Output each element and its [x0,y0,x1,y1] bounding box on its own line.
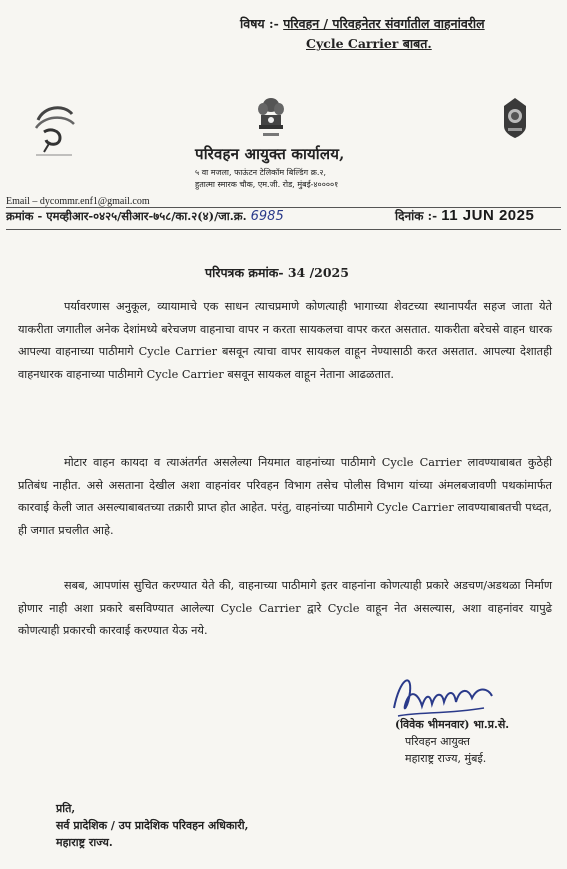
office-address-line2: हुतात्मा स्मारक चौक, एम.जी. रोड, मुंबई-४००००१ [195,180,339,189]
ref-divider [6,229,561,230]
subject-label: विषय :- [240,16,279,31]
national-emblem-icon [254,95,288,141]
recipient-line1: प्रति, [56,802,76,815]
recipient-line3: महाराष्ट्र राज्य. [56,836,113,849]
reference-handwritten-number: 6985 [250,209,284,224]
signatory-designation: परिवहन आयुक्त [405,735,470,748]
paragraph-3: सबब, आपणांस सुचित करण्यात येते की, वाहनाच्या पाठीमागे इतर वाहनांना कोणत्याही प्रकारे अडचण/अडथळा निर्माण होणार नाही अशा प्रकारे बसविण्यात आलेल्या Cycle Carrier द्वारे Cycle वाहून नेत असल्यास, अशा वाहनांवर यापुढे कोणत्याही प्रकारची कारवाई करण्यात येऊ नये. [18,579,552,637]
signatory-name: (विवेक भीमनवार) भा.प्र.से. [395,718,510,731]
police-seal-icon [500,96,530,140]
recipient-block [56,800,248,851]
date-label: दिनांक :- [395,209,438,223]
office-address-line1: ५ वा मजला, फाऊंटन टेलिकॉम बिल्डिंग क्र.२, [195,168,327,177]
paragraph-1: पर्यावरणास अनुकूल, व्यायामाचे एक साधन त्याचप्रमाणे कोणत्याही भागाच्या शेवटच्या स्थानापर्यंत सहज जाता येते याकरीता जगातील अनेक देशांमध्ये बरेचजण वाहनाचा वापर न करता सायकलचा वापर करत असतात. याकरीता बरेचसे वाहन धारक आपल्या वाहनाच्या पाठीमागे Cycle Carrier बसवून त्याचा वापर सायकल वाहून नेण्यासाठी करत असतात. आपल्या देशातही वाहनधारक वाहनाच्या पाठीमागे Cycle Carrier बसवून सायकल वाहून नेताना आढळतात. [18,300,552,381]
paragraph-2: मोटार वाहन कायदा व त्याअंतर्गत असलेल्या नियमात वाहनांच्या पाठीमागे Cycle Carrier लावण्याबाबत कुठेही प्रतिबंध नाहीत. असे असताना देखील अशा वाहनांवर परिवहन विभाग तसेच पोलीस विभाग यांच्या अंमलबजावणी पथकांमार्फत कारवाई केली जात असल्याबाबतच्या तक्रारी प्राप्त होत आहेत. परंतु, वाहनांच्या पाठीमागे Cycle Carrier लावण्याबाबतची पध्दत, ही जगात प्रचलीत आहे. [18,456,552,537]
subject-line2: Cycle Carrier बाबत. [306,36,432,51]
reference-prefix: क्रमांक - एमव्हीआर-०४२५/सीआर-७५८/का.२(४)/जा.क्र. [6,209,247,223]
email-line: Email – dycommr.enf1@gmail.com [6,196,150,207]
office-header [195,144,515,191]
office-name: परिवहन आयुक्त कार्यालय, [195,145,345,163]
circular-number: परिपत्रक क्रमांक- 34 /2025 [205,265,349,280]
date-stamp: 11 JUN 2025 [441,207,535,224]
subject-block [240,14,485,54]
date-block [395,207,534,224]
reference-number [6,209,284,224]
recipient-line2: सर्व प्रादेशिक / उप प्रादेशिक परिवहन अधिकारी, [56,819,249,832]
transport-dept-logo-icon [30,98,78,158]
signatory-block [395,716,509,767]
signatory-state: महाराष्ट्र राज्य, मुंबई. [405,752,487,765]
subject-line1: परिवहन / परिवहनेतर संवर्गातील वाहनांवरील [283,16,485,31]
